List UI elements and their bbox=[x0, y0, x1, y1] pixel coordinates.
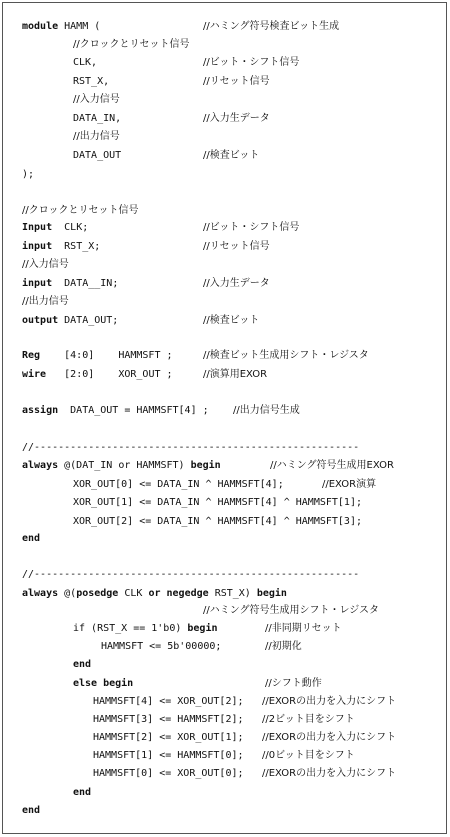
code-line bbox=[0, 515, 450, 529]
code-line bbox=[0, 496, 450, 510]
code-comment: //EXORの出力を入力にシフト bbox=[262, 696, 397, 707]
code-token: HAMMSFT[1] <= HAMMSFT[0]; bbox=[93, 750, 250, 761]
code-comment: //入力生データ bbox=[203, 113, 270, 124]
code-token: [2:0] XOR_OUT ; bbox=[46, 369, 173, 380]
code-line bbox=[0, 221, 450, 235]
code-text bbox=[93, 767, 250, 781]
code-text bbox=[93, 731, 250, 745]
code-token: HAMMSFT[4] <= XOR_OUT[2]; bbox=[93, 696, 250, 707]
code-line bbox=[0, 75, 450, 89]
code-token: HAMMSFT[3] <= HAMMSFT[2]; bbox=[93, 714, 250, 725]
code-comment: //出力信号生成 bbox=[233, 405, 300, 416]
code-text bbox=[22, 349, 173, 363]
keyword: always bbox=[22, 588, 59, 599]
keyword: Input bbox=[22, 222, 53, 233]
code-text bbox=[22, 221, 88, 235]
code-token: HAMMSFT <= 5b'00000; bbox=[101, 641, 222, 652]
code-line bbox=[0, 677, 450, 691]
code-comment: //ビット・シフト信号 bbox=[203, 222, 300, 233]
code-line bbox=[0, 112, 450, 126]
code-line bbox=[0, 20, 450, 34]
code-line bbox=[0, 258, 450, 272]
code-line bbox=[0, 295, 450, 309]
code-line bbox=[0, 130, 450, 144]
code-token bbox=[221, 460, 227, 471]
code-line bbox=[0, 532, 450, 546]
code-line bbox=[0, 767, 450, 781]
code-text bbox=[93, 749, 250, 763]
code-token: XOR_OUT[2] <= DATA_IN ^ HAMMSFT[4] ^ HAMMSFT[3]; bbox=[73, 516, 362, 527]
code-comment: //入力信号 bbox=[22, 259, 69, 270]
keyword: Reg bbox=[22, 350, 41, 361]
code-comment: //シフト動作 bbox=[265, 678, 322, 689]
code-line bbox=[0, 587, 450, 601]
code-text bbox=[22, 240, 100, 254]
code-comment: //検査ビット bbox=[203, 315, 260, 326]
code-line bbox=[0, 713, 450, 727]
code-token: XOR_OUT[0] <= DATA_IN ^ HAMMSFT[4]; bbox=[73, 479, 290, 490]
code-text bbox=[101, 640, 221, 654]
code-comment: //ハミング符号生成用シフト・レジスタ bbox=[203, 605, 379, 616]
keyword: input bbox=[22, 278, 53, 289]
code-line bbox=[0, 349, 450, 363]
code-line bbox=[0, 38, 450, 52]
code-line bbox=[0, 568, 450, 582]
code-text bbox=[22, 568, 359, 582]
code-token: @( bbox=[58, 588, 77, 599]
code-text bbox=[73, 677, 133, 691]
keyword: end bbox=[22, 533, 41, 544]
code-comment: //ハミング符号生成用EXOR bbox=[270, 460, 394, 471]
code-comment: //出力信号 bbox=[73, 131, 120, 142]
code-line bbox=[0, 56, 450, 70]
code-token: HAMMSFT[0] <= XOR_OUT[0]; bbox=[93, 768, 250, 779]
code-line bbox=[0, 441, 450, 455]
code-line bbox=[0, 786, 450, 800]
code-text bbox=[73, 112, 121, 126]
code-token: CLK; bbox=[52, 222, 89, 233]
code-token: @(DAT_IN or HAMMSFT) bbox=[58, 460, 191, 471]
keyword: input bbox=[22, 241, 53, 252]
code-text bbox=[73, 658, 91, 672]
code-text bbox=[73, 515, 362, 529]
code-comment: //クロックとリセット信号 bbox=[22, 205, 139, 216]
code-token: HAMMSFT[2] <= XOR_OUT[1]; bbox=[93, 732, 250, 743]
code-line bbox=[0, 314, 450, 328]
code-line bbox=[0, 478, 450, 492]
code-text bbox=[73, 622, 218, 636]
code-text bbox=[22, 532, 40, 546]
code-comment: //EXOR演算 bbox=[322, 479, 377, 490]
code-comment: //ハミング符号検査ビット生成 bbox=[203, 21, 340, 32]
code-text bbox=[73, 786, 91, 800]
keyword: or negedge bbox=[148, 588, 209, 599]
code-comment: //入力信号 bbox=[73, 94, 120, 105]
code-token: DATA_OUT = HAMMSFT[4] ; bbox=[58, 405, 209, 416]
code-token: if (RST_X == 1'b0) bbox=[73, 623, 188, 634]
code-line bbox=[0, 658, 450, 672]
keyword: wire bbox=[22, 369, 47, 380]
code-text bbox=[73, 75, 109, 89]
code-token: HAMM ( bbox=[58, 21, 101, 32]
code-line bbox=[0, 240, 450, 254]
code-text bbox=[73, 496, 362, 510]
code-token: //------------------------------------------------------ bbox=[22, 569, 360, 580]
keyword: begin bbox=[256, 588, 287, 599]
keyword: end bbox=[73, 659, 92, 670]
code-comment: //初期化 bbox=[265, 641, 302, 652]
code-line bbox=[0, 459, 450, 473]
code-token: DATA_OUT bbox=[73, 150, 122, 161]
code-comment: //2ビット目をシフト bbox=[262, 714, 355, 725]
keyword: module bbox=[22, 21, 59, 32]
code-token: DATA_IN, bbox=[73, 113, 122, 124]
code-line bbox=[0, 93, 450, 107]
keyword: assign bbox=[22, 405, 59, 416]
keyword: output bbox=[22, 315, 59, 326]
code-comment: //出力信号 bbox=[22, 296, 69, 307]
code-line bbox=[0, 204, 450, 218]
code-token: CLK bbox=[118, 588, 149, 599]
code-comment: //検査ビット生成用シフト・レジスタ bbox=[203, 350, 369, 361]
code-line bbox=[0, 168, 450, 182]
keyword: always bbox=[22, 460, 59, 471]
code-text bbox=[22, 368, 173, 382]
code-text bbox=[73, 478, 290, 492]
code-line bbox=[0, 277, 450, 291]
code-token: RST_X) bbox=[208, 588, 257, 599]
code-comment: //クロックとリセット信号 bbox=[73, 39, 190, 50]
code-token: //------------------------------------------------------ bbox=[22, 442, 360, 453]
keyword: else begin bbox=[73, 678, 134, 689]
code-comment: //検査ビット bbox=[203, 150, 260, 161]
code-token: [4:0] HAMMSFT ; bbox=[40, 350, 173, 361]
code-line bbox=[0, 368, 450, 382]
code-text bbox=[22, 587, 287, 601]
code-token: CLK, bbox=[73, 57, 98, 68]
code-text bbox=[22, 20, 100, 34]
code-comment: //演算用EXOR bbox=[203, 369, 268, 380]
code-comment: //リセット信号 bbox=[203, 241, 270, 252]
code-comment: //0ビット目をシフト bbox=[262, 750, 355, 761]
code-line bbox=[0, 604, 450, 618]
code-text bbox=[22, 168, 34, 182]
code-line bbox=[0, 149, 450, 163]
code-token: RST_X, bbox=[73, 76, 110, 87]
code-text bbox=[73, 149, 121, 163]
code-comment: //ビット・シフト信号 bbox=[203, 57, 300, 68]
code-text bbox=[93, 695, 250, 709]
code-line bbox=[0, 749, 450, 763]
code-comment: //EXORの出力を入力にシフト bbox=[262, 732, 397, 743]
code-text bbox=[22, 459, 227, 473]
code-comment: //非同期リセット bbox=[265, 623, 342, 634]
code-comment: //EXORの出力を入力にシフト bbox=[262, 768, 397, 779]
keyword: end bbox=[73, 787, 92, 798]
keyword: begin bbox=[190, 460, 221, 471]
code-text bbox=[73, 56, 97, 70]
code-comment: //入力生データ bbox=[203, 278, 270, 289]
code-text bbox=[22, 804, 40, 818]
keyword: posedge bbox=[76, 588, 119, 599]
keyword: begin bbox=[187, 623, 218, 634]
code-text bbox=[22, 314, 118, 328]
keyword: end bbox=[22, 805, 41, 816]
code-line bbox=[0, 731, 450, 745]
code-token: RST_X; bbox=[52, 241, 101, 252]
code-text bbox=[22, 441, 359, 455]
code-line bbox=[0, 804, 450, 818]
code-line bbox=[0, 640, 450, 654]
code-token: XOR_OUT[1] <= DATA_IN ^ HAMMSFT[4] ^ HAMMSFT[1]; bbox=[73, 497, 362, 508]
code-line bbox=[0, 404, 450, 418]
code-text bbox=[22, 404, 209, 418]
code-token: ); bbox=[22, 169, 35, 180]
code-text bbox=[22, 277, 118, 291]
code-text bbox=[93, 713, 250, 727]
code-token: DATA__IN; bbox=[52, 278, 119, 289]
code-line bbox=[0, 622, 450, 636]
code-token: DATA_OUT; bbox=[58, 315, 119, 326]
code-comment: //リセット信号 bbox=[203, 76, 270, 87]
code-line bbox=[0, 695, 450, 709]
